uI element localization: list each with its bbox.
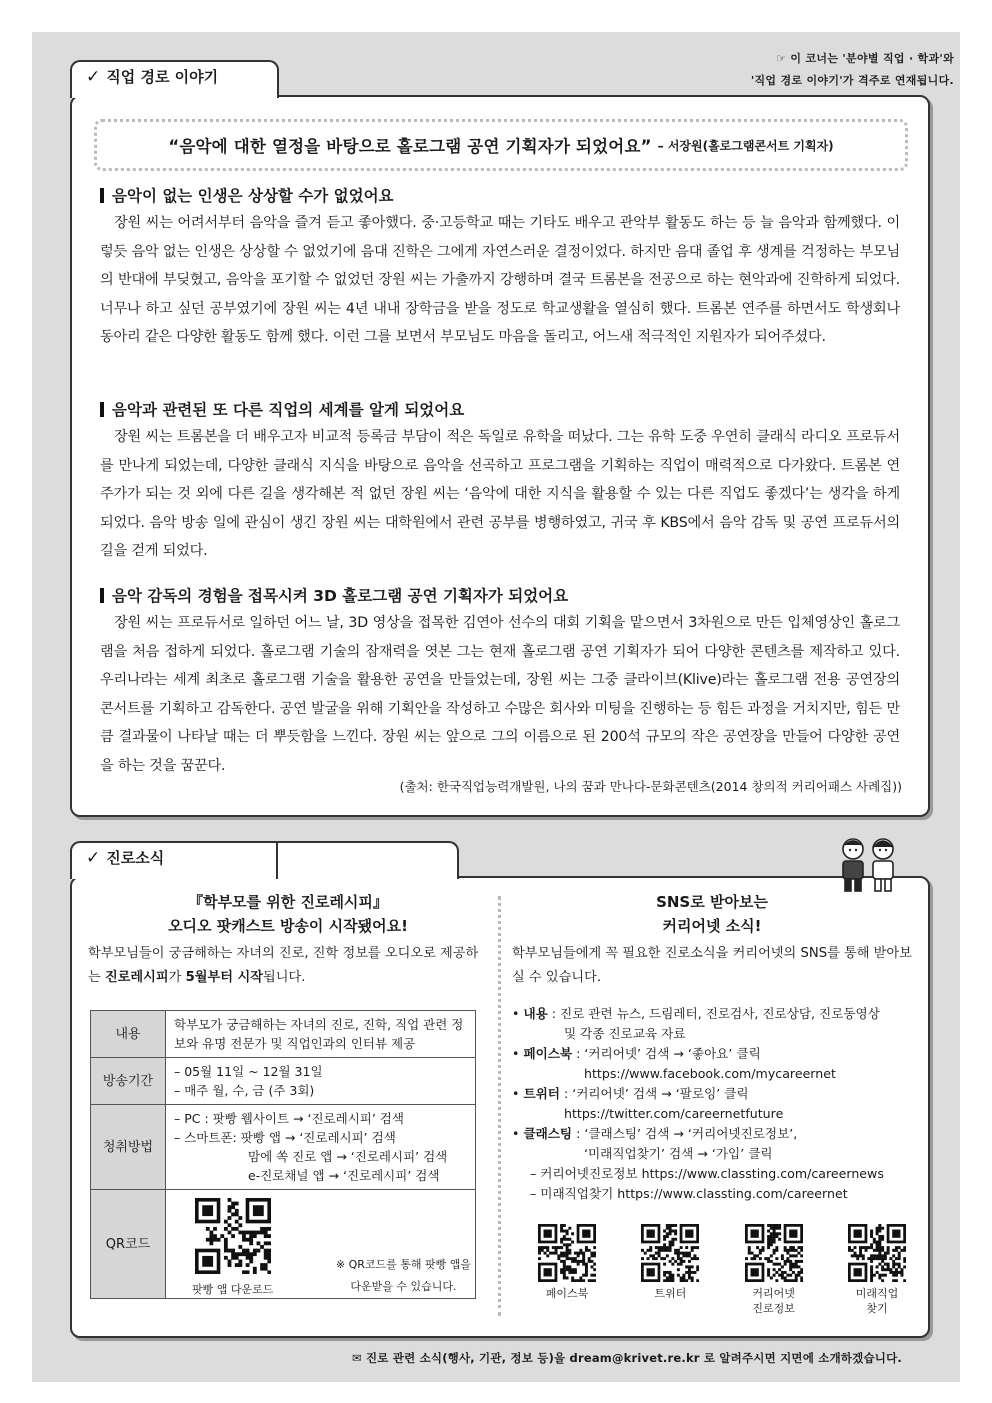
sns-list <box>512 1004 912 1204</box>
article-heading: 음악 감독의 경험을 접목시켜 3D 홀로그램 공연 기획자가 되었어요 <box>112 587 569 605</box>
qr-code-icon[interactable] <box>538 1224 596 1282</box>
desc-bold: 진로레시피 <box>104 970 169 985</box>
article-1 <box>100 183 900 352</box>
qr-caption: 팟빵 앱 다운로드 <box>192 1283 274 1296</box>
desc-text: 가 <box>168 970 186 985</box>
row-header: 청취방법 <box>91 1105 166 1190</box>
sns-column <box>512 890 912 1315</box>
qr-note <box>336 1254 471 1298</box>
corner-note-line1: 이 코너는 '분야별 직업 · 학과'와 <box>790 52 954 65</box>
sns-qr-row <box>532 1224 912 1316</box>
row-value <box>166 1105 476 1190</box>
twitter-qr[interactable] <box>635 1224 705 1316</box>
item-value: ‘미래직업찾기’ 검색 → ‘가입’ 클릭 <box>584 1146 773 1161</box>
listen-line: – PC : 팟빵 웹사이트 → ‘진로레시피’ 검색 <box>174 1111 404 1126</box>
check-icon: ✓ <box>86 848 101 868</box>
desc-text: 됩니다. <box>263 970 306 985</box>
classting-link[interactable]: – 미래직업찾기 https://www.classting.com/careernet <box>530 1186 848 1201</box>
section2-title: 진로소식 <box>106 849 165 867</box>
item-value: 및 각종 진로교육 자료 <box>564 1026 686 1041</box>
desc-text: 학부모님들이 궁금해하는 자녀의 진로, 진학 정보를 오디오로 제공하는 <box>88 946 479 985</box>
item-key: 내용 <box>523 1006 548 1021</box>
podbbang-qr[interactable] <box>192 1198 273 1299</box>
table-row <box>91 1105 476 1190</box>
qr-code-icon[interactable] <box>848 1224 906 1282</box>
corner-note-line2: '직업 경로 이야기'가 격주로 연재됩니다. <box>750 74 954 87</box>
row-header: 내용 <box>91 1011 166 1058</box>
classting-link[interactable]: – 커리어넷진로정보 https://www.classting.com/careernews <box>530 1166 884 1181</box>
period-line: – 05월 11일 ~ 12월 31일 <box>174 1064 323 1079</box>
list-item: • 트위터 : ‘커리어넷’ 검색 → ‘팔로잉’ 클릭 <box>512 1086 749 1101</box>
future-job-qr[interactable] <box>842 1224 912 1316</box>
qr-label: 미래직업 찾기 <box>855 1287 899 1315</box>
podcast-title <box>88 890 488 938</box>
article-body: 장원 씨는 어려서부터 음악을 즐겨 듣고 좋아했다. 중·고등학교 때는 기타도 배우고 관악부 활동도 하는 등 늘 음악과 함께했다. 이렇듯 음악 없는 인생은 상상할 수 없었기에 음대 진학은 그에게 자연스러운 결정이었다. 하지만 음대 졸업 후 생계를 걱정하는 부모님의 반대에 부딪혔고, 음악을 포기할 수 없었던 장원 씨는 가출까지 강행하며 결국 트롬본을 전공으로 하는 현악과에 진학하게 되었다. 너무나 하고 싶던 공부였기에 장원 씨는 4년 내내 장학금을 받을 정도로 학교생활을 열심히 했다. 트롬본 연주를 하면서도 학생회나 동아리 같은 다양한 활동도 함께 했다. 이런 그를 보면서 부모님도 마음을 돌리고, 어느새 적극적인 지원자가 되어주셨다. <box>100 215 900 345</box>
podcast-info-table <box>90 1010 476 1299</box>
qr-code-icon[interactable] <box>745 1224 803 1282</box>
item-key: 트위터 <box>523 1086 560 1101</box>
row-header: QR코드 <box>91 1190 166 1299</box>
facebook-link[interactable]: https://www.facebook.com/mycareernet <box>584 1066 836 1081</box>
item-key: 클래스팅 <box>523 1126 573 1141</box>
facebook-qr[interactable] <box>532 1224 602 1316</box>
listen-line: e-진로채널 앱 → ‘진로레시피’ 검색 <box>248 1168 440 1183</box>
list-item: • 내용 : 진로 관련 뉴스, 드림레터, 진로검사, 진로상담, 진로동영상 <box>512 1006 880 1021</box>
row-header: 방송기간 <box>91 1058 166 1105</box>
bottom-note-text: 진로 관련 소식(행사, 기관, 정보 등)을 dream@krivet.re.kr 로 알려주시면 지면에 소개하겠습니다. <box>365 1351 902 1365</box>
quote-author: – 서장원(홀로그램콘서트 기획자) <box>657 138 834 153</box>
row-value <box>166 1058 476 1105</box>
row-value <box>166 1190 476 1299</box>
sns-title-line1: SNS로 받아보는 <box>656 893 768 911</box>
podcast-title-line2: 오디오 팟캐스트 방송이 시작됐어요! <box>168 917 408 935</box>
qr-code-icon[interactable] <box>641 1224 699 1282</box>
desc-bold: 5월부터 시작 <box>185 970 264 985</box>
qr-label: 트위터 <box>654 1287 687 1300</box>
heading-bar-icon <box>100 588 104 603</box>
podcast-column <box>88 890 488 1296</box>
period-line: – 매주 월, 수, 금 (주 3회) <box>174 1083 315 1098</box>
section1-title: 직업 경로 이야기 <box>106 68 219 86</box>
twitter-link[interactable]: https://twitter.com/careernetfuture <box>564 1106 784 1121</box>
article-heading: 음악과 관련된 또 다른 직업의 세계를 알게 되었어요 <box>112 401 465 419</box>
listen-line: 맘에 쏙 진로 앱 → ‘진로레시피’ 검색 <box>248 1149 448 1164</box>
table-row <box>91 1011 476 1058</box>
section2-tab <box>70 841 459 879</box>
item-value: : 진로 관련 뉴스, 드림레터, 진로검사, 진로상담, 진로동영상 <box>551 1006 880 1021</box>
qr-label: 커리어넷 진로정보 <box>752 1287 795 1315</box>
corner-note <box>751 48 954 92</box>
article-body: 장원 씨는 프로듀서로 일하던 어느 날, 3D 영상을 접목한 김연아 선수의 대회 기획을 맡으면서 3차원으로 만든 입체영상인 홀로그램을 처음 접하게 되었다. 홀로그램 기술의 잠재력을 엿본 그는 현재 홀로그램 공연 기획자가 되어 다양한 콘텐츠를 제작하고 있다. 우리나라는 세계 최초로 홀로그램 기술을 활용한 공연을 만들었는데, 장원 씨는 그중 클라이브(Klive)라는 홀로그램 전용 공연장의 콘서트를 기획하고 감독한다. 공연 발굴을 위해 기획안을 작성하고 수많은 회사와 미팅을 진행하는 등 힘든 과정을 거치지만, 힘든 만큼 결과물이 나타날 때는 더 뿌듯함을 느낀다. 장원 씨는 앞으로 그의 이름으로 된 200석 규모의 작은 공연장을 만들어 다양한 공연을 하는 것을 꿈꾼다. <box>100 615 900 774</box>
item-value: : ‘커리어넷’ 검색 → ‘좋아요’ 클릭 <box>576 1046 761 1061</box>
source-citation: (출처: 한국직업능력개발원, 나의 꿈과 만나다-문화콘텐츠(2014 창의적 커리어패스 사례집)) <box>399 779 902 794</box>
table-row <box>91 1190 476 1299</box>
list-item: • 클래스팅 : ‘클래스팅’ 검색 → ‘커리어넷진로정보’, <box>512 1126 798 1141</box>
article-2 <box>100 397 900 566</box>
quote-text: “음악에 대한 열정을 바탕으로 홀로그램 공연 기획자가 되었어요” <box>168 137 652 156</box>
section1-box <box>70 95 930 817</box>
sns-title-line2: 커리어넷 소식! <box>662 917 762 935</box>
item-value: : ‘클래스팅’ 검색 → ‘커리어넷진로정보’, <box>576 1126 798 1141</box>
heading-bar-icon <box>100 402 104 417</box>
section2-box <box>70 876 930 1338</box>
article-body: 장원 씨는 트롬본을 더 배우고자 비교적 등록금 부담이 적은 독일로 유학을 떠났다. 그는 유학 도중 우연히 클래식 라디오 프로듀서를 만나게 되었는데, 다양한 클래식 지식을 바탕으로 음악을 선곡하고 프로그램을 기획하는 직업이 매력적으로 다가왔다. 트롬본 연주가가 되는 것 외에 다른 길을 생각해본 적 없던 장원 씨는 ‘음악에 대한 지식을 활용할 수 있는 다른 직업도 좋겠다’는 생각을 하게 되었다. 음악 방송 일에 관심이 생긴 장원 씨는 대학원에서 관련 공부를 병행하였고, 귀국 후 KBS에서 음악 감독 및 공연 프로듀서의 길을 걷게 되었다. <box>100 429 900 559</box>
qr-note-line: 다운받을 수 있습니다. <box>350 1280 457 1293</box>
row-value: 학부모가 궁금해하는 자녀의 진로, 진학, 직업 관련 정보와 유명 전문가 및 직업인과의 인터뷰 제공 <box>166 1011 476 1058</box>
sns-title <box>512 890 912 938</box>
column-divider <box>498 896 501 1316</box>
podcast-description <box>88 942 488 990</box>
qr-label: 페이스북 <box>545 1287 589 1300</box>
section1-tab <box>70 60 279 98</box>
item-key: 페이스북 <box>523 1046 573 1061</box>
listen-line: – 스마트폰: 팟빵 앱 → ‘진로레시피’ 검색 <box>174 1130 396 1145</box>
careernet-info-qr[interactable] <box>739 1224 809 1316</box>
two-people-icon <box>838 835 902 893</box>
sns-description: 학부모님들에게 꼭 필요한 진로소식을 커리어넷의 SNS를 통해 받아보실 수 있습니다. <box>512 946 912 985</box>
podcast-title-line1: 『학부모를 위한 진로레시피』 <box>188 893 388 911</box>
qr-code-icon[interactable] <box>195 1198 271 1274</box>
heading-bar-icon <box>100 188 104 203</box>
article-heading: 음악이 없는 인생은 상상할 수가 없었어요 <box>112 187 394 205</box>
article-3 <box>100 583 900 780</box>
pointing-hand-icon: ☞ <box>776 52 787 65</box>
qr-note-line: ※ QR코드를 통해 팟빵 앱을 <box>335 1258 471 1271</box>
quote-box <box>94 119 908 171</box>
envelope-icon: ✉ <box>351 1351 362 1365</box>
list-item: • 페이스북 : ‘커리어넷’ 검색 → ‘좋아요’ 클릭 <box>512 1046 761 1061</box>
check-icon: ✓ <box>86 67 101 87</box>
table-row <box>91 1058 476 1105</box>
bottom-note <box>352 1350 902 1366</box>
item-value: : ‘커리어넷’ 검색 → ‘팔로잉’ 클릭 <box>563 1086 749 1101</box>
